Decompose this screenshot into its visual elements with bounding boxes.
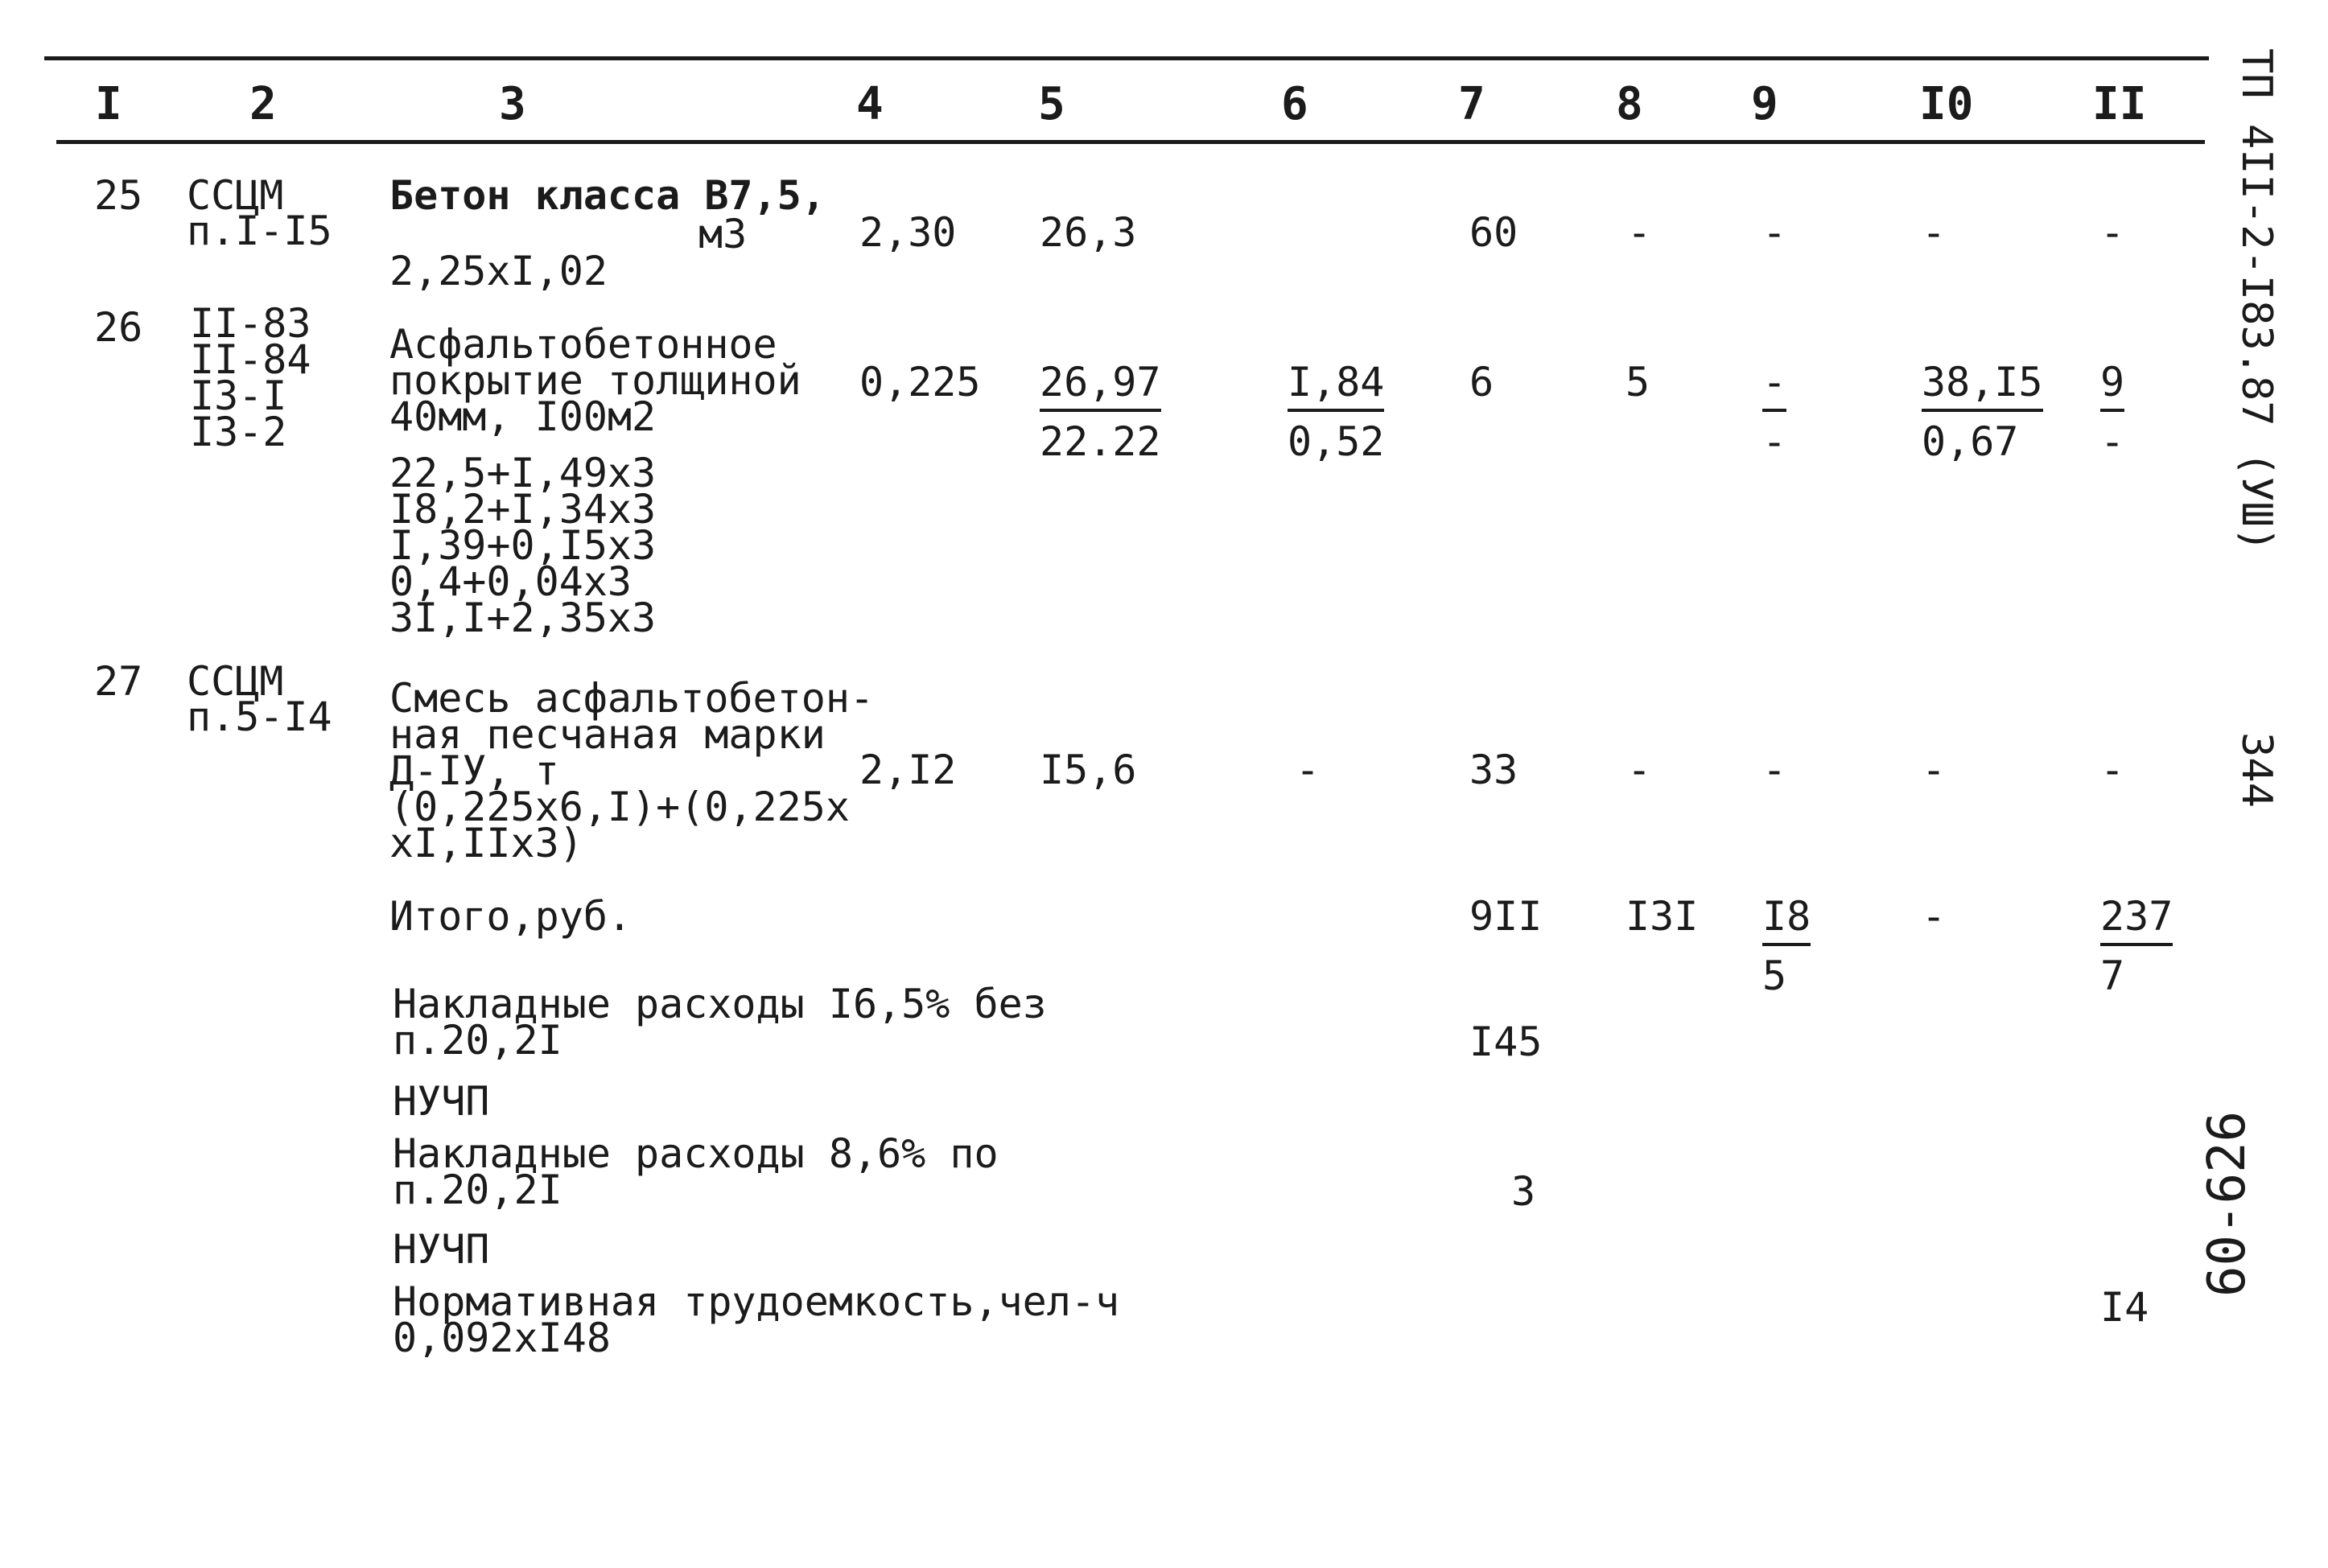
row26-col9-top: - xyxy=(1762,362,1786,412)
row25-unit: м3 xyxy=(698,211,748,257)
row26-col5-top: 26,97 xyxy=(1040,362,1161,412)
row26-col11-bottom: - xyxy=(2100,418,2125,465)
row27-number: 27 xyxy=(94,658,143,705)
row27-col8: - xyxy=(1627,747,1652,793)
row27-ref-line1: ССЦМ xyxy=(187,658,284,705)
row27-col5: I5,6 xyxy=(1040,747,1137,793)
col-header-5: 5 xyxy=(1038,78,1065,130)
overhead1-col7: I45 xyxy=(1469,1019,1543,1065)
row25-ref-line1: ССЦМ xyxy=(187,172,284,219)
totals-col11-top: 237 xyxy=(2100,896,2173,946)
overhead2-sub: НУЧП xyxy=(393,1226,490,1273)
col-header-11: II xyxy=(2092,78,2147,130)
row26-calculation: 22,5+I,49х3 I8,2+I,34х3 I,39+0,I5х3 0,4+0,04х3 3I,I+2,35х3 xyxy=(389,450,657,641)
row25-calculation: 2,25хI,02 xyxy=(389,248,608,294)
labor-label: Нормативная трудоемкость,чел-ч 0,092хI48 xyxy=(393,1278,1120,1361)
row26-col10-bottom: 0,67 xyxy=(1922,418,2019,465)
row25-number: 25 xyxy=(94,172,143,219)
row26-col8: 5 xyxy=(1625,359,1650,405)
totals-col10: - xyxy=(1922,893,1947,940)
col-header-3: 3 xyxy=(499,78,526,130)
col-header-10: I0 xyxy=(1919,78,1974,130)
side-page-number: 344 xyxy=(2232,732,2281,808)
row27-description: Смесь асфальтобетон- ная песчаная марки Д-IУ, т (0,225х6,I)+(0,225х хI,IIх3) xyxy=(389,675,875,866)
row25-col10: - xyxy=(1922,209,1947,256)
row26-description: Асфальтобетонное покрытие толщиной 40мм, I00м2 xyxy=(389,321,801,440)
row26-col4: 0,225 xyxy=(859,359,981,405)
totals-col7: 9II xyxy=(1469,893,1543,940)
totals-col9-bottom: 5 xyxy=(1762,953,1787,999)
row26-col9 xyxy=(1762,359,1787,465)
row27-col9: - xyxy=(1762,747,1787,793)
totals-col9 xyxy=(1762,893,1811,999)
col-header-2: 2 xyxy=(249,78,277,130)
row25-ref-line2: п.I-I5 xyxy=(187,208,332,254)
overhead2-label: Накладные расходы 8,6% по п.20,2I xyxy=(393,1130,999,1213)
row26-col6-bottom: 0,52 xyxy=(1288,418,1385,465)
row25-description: Бетон класса В7,5, xyxy=(389,172,826,219)
row25-col7: 60 xyxy=(1469,209,1518,256)
row27-ref-line2: п.5-I4 xyxy=(187,693,332,740)
side-document-code: ТП 4II-2-I83.87 (УШ) xyxy=(2232,48,2281,553)
header-rule xyxy=(56,140,2205,144)
overhead1-label: Накладные расходы I6,5% без п.20,2I xyxy=(393,981,1047,1064)
totals-col11-bottom: 7 xyxy=(2100,953,2125,999)
col-header-7: 7 xyxy=(1458,78,1485,130)
row27-col6: - xyxy=(1296,747,1321,793)
row26-col5 xyxy=(1040,359,1161,465)
row26-col11 xyxy=(2100,359,2125,465)
labor-col11: I4 xyxy=(2100,1284,2149,1331)
totals-col11 xyxy=(2100,893,2173,999)
totals-col9-top: I8 xyxy=(1762,896,1811,946)
row27-col11: - xyxy=(2100,747,2125,793)
row25-col9: - xyxy=(1762,209,1787,256)
col-header-1: I xyxy=(95,78,122,130)
overhead2-col7: 3 xyxy=(1511,1168,1536,1215)
row26-col11-top: 9 xyxy=(2100,362,2124,412)
row25-col4: 2,30 xyxy=(859,209,957,256)
side-stamp-number: 60-626 xyxy=(2198,1110,2257,1297)
row27-col10: - xyxy=(1922,747,1947,793)
row26-col7: 6 xyxy=(1469,359,1494,405)
row26-number: 26 xyxy=(94,304,143,351)
row25-col11: - xyxy=(2100,209,2125,256)
row25-col5: 26,3 xyxy=(1040,209,1137,256)
overhead1-sub: НУЧП xyxy=(393,1078,490,1125)
row26-col10 xyxy=(1922,359,2043,465)
totals-label: Итого,руб. xyxy=(389,893,632,940)
row27-col7: 33 xyxy=(1469,747,1518,793)
row26-col5-bottom: 22.22 xyxy=(1040,418,1161,465)
row26-col6 xyxy=(1288,359,1385,465)
row26-col10-top: 38,I5 xyxy=(1922,362,2043,412)
col-header-4: 4 xyxy=(856,78,884,130)
totals-col8: I3I xyxy=(1625,893,1699,940)
top-rule xyxy=(44,56,2209,60)
row26-col9-bottom: - xyxy=(1762,418,1787,465)
col-header-8: 8 xyxy=(1616,78,1643,130)
col-header-6: 6 xyxy=(1281,78,1308,130)
row26-refs: II-83 II-84 I3-I I3-2 xyxy=(190,300,311,455)
col-header-9: 9 xyxy=(1751,78,1778,130)
row26-col6-top: I,84 xyxy=(1288,362,1384,412)
row25-col8: - xyxy=(1627,209,1652,256)
row27-col4: 2,I2 xyxy=(859,747,957,793)
